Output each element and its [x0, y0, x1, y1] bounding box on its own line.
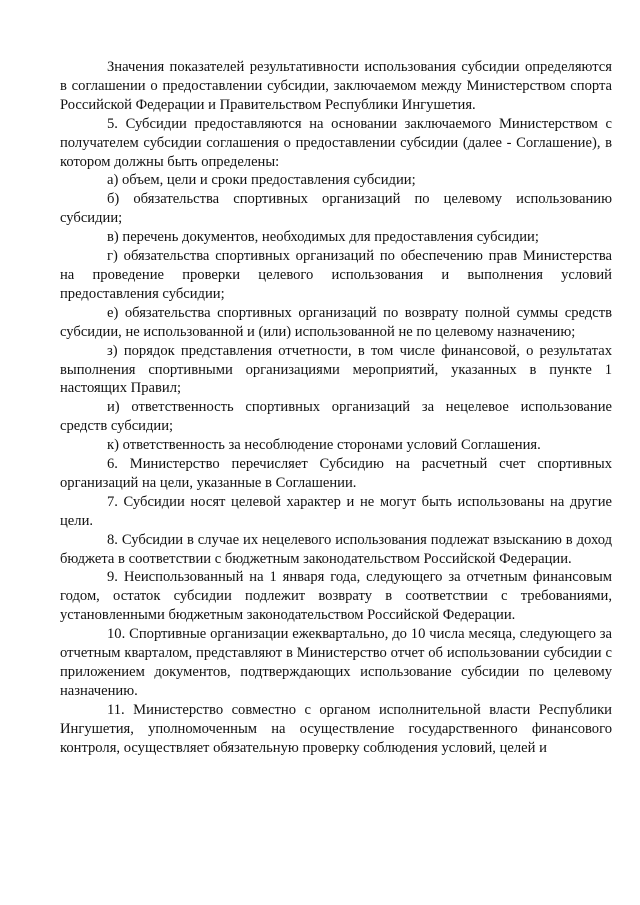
paragraph-5i: и) ответственность спортивных организаций за нецелевое использование средств субсидии; [60, 399, 612, 435]
paragraph-9: 9. Неиспользованный на 1 января года, следующего за отчетным финансовым годом, остаток субсидии подлежит возврату в соответствии с требованиями, установленными бюджетным законодательством Российской Федерации. [60, 569, 612, 624]
document-body [60, 58, 612, 758]
paragraph-7: 7. Субсидии носят целевой характер и не могут быть использованы на другие цели. [60, 493, 612, 529]
paragraph-5z: з) порядок представления отчетности, в том числе финансовой, о результатах выполнения спортивными организациями мероприятий, указанных в пункте 1 настоящих Правил; [60, 342, 612, 397]
paragraph-5g: г) обязательства спортивных организаций по обеспечению прав Министерства на проведение проверки целевого использования и выполнения условий предоставления субсидии; [60, 248, 612, 302]
paragraph-8: 8. Субсидии в случае их нецелевого использования подлежат взысканию в доход бюджета в соответствии с бюджетным законодательством Российской Федерации. [60, 531, 612, 567]
paragraph-11: 11. Министерство совместно с органом исполнительной власти Республики Ингушетия, уполномоченным на осуществление государственного финансового контроля, осуществляет обязательную проверку соблюдения условий, целей и [60, 701, 612, 756]
paragraph-5a: а) объем, цели и сроки предоставления субсидии; [107, 172, 416, 189]
paragraph-5: 5. Субсидии предоставляются на основании заключаемого Министерством с получателем субсидии соглашения о предоставлении субсидии (далее - Соглашение), в котором должны быть определены: [60, 115, 612, 170]
paragraph-5e: е) обязательства спортивных организаций по возврату полной суммы средств субсидии, не использованной и (или) использованной не по целевому назначению; [60, 304, 612, 340]
paragraph-6: 6. Министерство перечисляет Субсидию на расчетный счет спортивных организаций на цели, указанные в Соглашении. [60, 456, 612, 491]
paragraph-10: 10. Спортивные организации ежеквартально, до 10 числа месяца, следующего за отчетным кварталом, представляют в Министерство отчет об использовании субсидии с приложением документов, подтверждающих использование субсидии по целевому назначению. [60, 626, 612, 699]
paragraph-5b: б) обязательства спортивных организаций по целевому использованию субсидии; [60, 191, 612, 227]
paragraph-5v: в) перечень документов, необходимых для предоставления субсидии; [107, 229, 539, 246]
paragraph-5k: к) ответственность за несоблюдение сторонами условий Соглашения. [107, 437, 541, 454]
paragraph-results-indicators: Значения показателей результативности использования субсидии определяются в соглашении о предоставлении субсидии, заключаемом между Министерством спорта Российской Федерации и Правительством Республики Ингушетия. [60, 59, 612, 113]
